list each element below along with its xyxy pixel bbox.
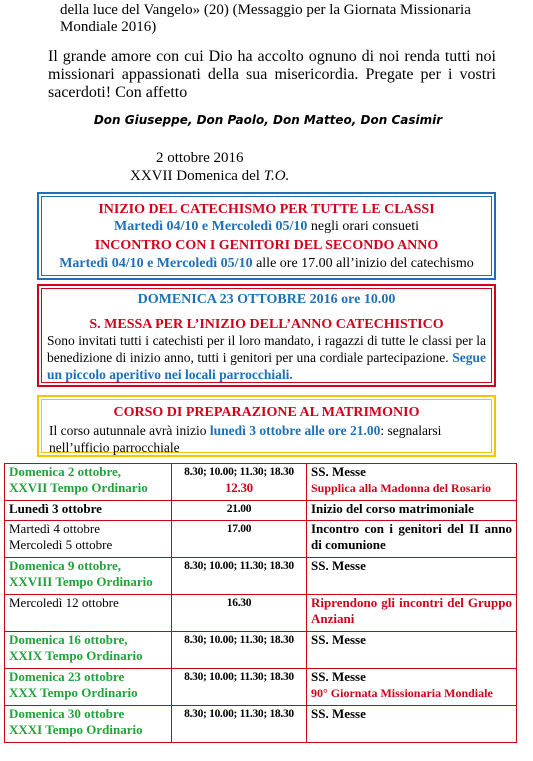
mass-box [37,284,496,387]
day-cell: Lunedì 3 ottobre [5,501,172,521]
marriage-date: lunedì 3 ottobre alle ore 21.00 [209,423,381,438]
quote-line-2: Mondiale 2016) [60,19,157,35]
times-cell: 8.30; 10.00; 11.30; 18.30 [172,632,307,669]
event-cell: Inizio del corso matrimoniale [307,501,517,521]
table-row [5,521,517,558]
parents-meeting-title: INCONTRO CON I GENITORI DEL SECONDO ANNO [94,238,439,253]
times-cell: 17.00 [172,521,307,558]
event-cell: Riprendono gli incontri del Gruppo Anziani [307,595,517,632]
marriage-body [49,422,484,456]
event-cell: SS. Messe [307,632,517,669]
mass-body-text: Sono invitati tutti i catechisti per il loro mandato, i ragazzi di tutte le classi per la benedizione di inizio anno, tutti i genitori per una cordiale partecipazione. [47,333,486,365]
catechism-schedule [39,219,494,235]
times-cell: 8.30; 10.00; 11.30; 18.30 12.30 [172,464,307,501]
day-cell: Domenica 23 ottobre XXX Tempo Ordinario [5,669,172,706]
parents-meeting-days: Martedì 04/10 e Mercoledì 05/10 [59,256,253,271]
table-row [5,706,517,743]
times-cell: 8.30; 10.00; 11.30; 18.30 [172,669,307,706]
times-cell: 8.30; 10.00; 11.30; 18.30 [172,558,307,595]
day-cell: Domenica 9 ottobre, XXVIII Tempo Ordinario [5,558,172,595]
times-cell: 8.30; 10.00; 11.30; 18.30 [172,706,307,743]
quote-line-1: della luce del Vangelo» (20) (Messaggio per la Giornata Missionaria [60,2,471,18]
mass-title: S. MESSA PER L’INIZIO DELL’ANNO CATECHISTICO [89,317,444,332]
day-cell: Domenica 30 ottobre XXXI Tempo Ordinario [5,706,172,743]
mass-aperitivo: Segue un piccolo aperitivo nei locali parrocchiali. [47,350,486,382]
times-cell: 21.00 [172,501,307,521]
table-row [5,669,517,706]
date-line: 2 ottobre 2016 [156,150,244,166]
event-cell: SS. Messe 90° Giornata Missionaria Mondiale [307,669,517,706]
event-cell: SS. Messe [307,706,517,743]
schedule-table [4,463,517,743]
table-row [5,464,517,501]
catechism-days: Martedì 04/10 e Mercoledì 05/10 [114,219,308,234]
catechism-rest: negli orari consueti [307,219,419,234]
day-cell: Martedì 4 ottobre Mercoledì 5 ottobre [5,521,172,558]
marriage-title: CORSO DI PREPARAZIONE AL MATRIMONIO [113,405,420,420]
catechism-title: INIZIO DEL CATECHISMO PER TUTTE LE CLASSI [98,202,435,217]
quote-text [60,2,500,36]
catechism-box [37,192,496,280]
table-row [5,595,517,632]
signature: Don Giuseppe, Don Paolo, Don Matteo, Don Casimir [93,113,443,127]
day-cell: Domenica 2 ottobre, XXVII Tempo Ordinario [5,464,172,501]
day-cell: Mercoledì 12 ottobre [5,595,172,632]
sunday-label: XXVII Domenica del [130,168,264,184]
parents-meeting-rest: alle ore 17.00 all’inizio del catechismo [252,256,474,271]
day-cell: Domenica 16 ottobre, XXIX Tempo Ordinario [5,632,172,669]
table-row [5,632,517,669]
event-cell: SS. Messe [307,558,517,595]
mass-body [47,332,486,383]
event-cell: Incontro con i genitori del II anno di comunione [307,521,517,558]
mass-heading: DOMENICA 23 OTTOBRE 2016 ore 10.00 [137,292,396,307]
sunday-abbr: T.O. [263,168,290,184]
parents-meeting-schedule [39,256,494,272]
marriage-box [37,395,496,457]
table-row [5,558,517,595]
marriage-body-end: : segnalarsi nell’ufficio parrocchiale [49,423,442,455]
intro-paragraph: Il grande amore con cui Dio ha accolto ognuno di noi renda tutti noi missionari appassionati della sua misericordia. Pregate per i vostri sacerdoti! Con affetto [48,48,496,101]
sunday-line [130,168,289,185]
marriage-body-start: Il corso autunnale avrà inizio [49,423,210,438]
event-cell: SS. Messe Supplica alla Madonna del Rosario [307,464,517,501]
table-row [5,501,517,521]
times-cell: 16.30 [172,595,307,632]
